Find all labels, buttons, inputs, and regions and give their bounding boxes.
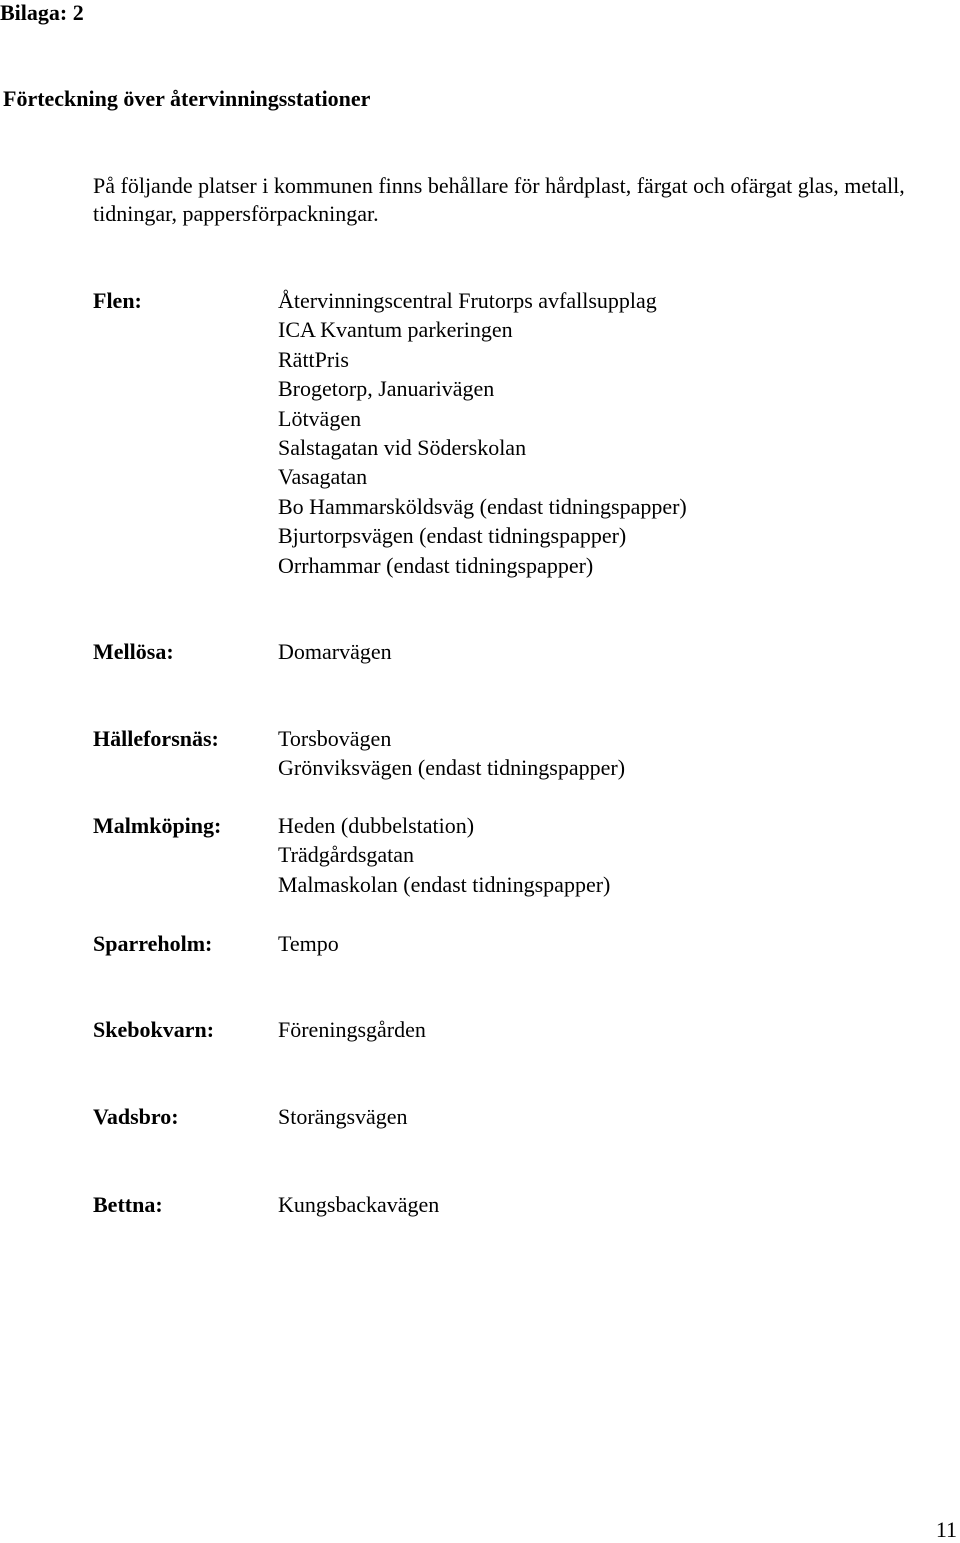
station-list bbox=[278, 929, 938, 958]
station-item: Storängsvägen bbox=[278, 1104, 408, 1129]
station-list bbox=[278, 1015, 938, 1044]
station-list bbox=[278, 811, 938, 899]
station-item: Orrhammar (endast tidningspapper) bbox=[278, 552, 594, 578]
station-list bbox=[278, 286, 938, 580]
station-item: Heden (dubbelstation) bbox=[278, 813, 475, 838]
document-title: Förteckning över återvinningsstationer bbox=[3, 86, 371, 111]
station-item: Lötvägen bbox=[278, 405, 362, 431]
station-item: Domarvägen bbox=[278, 639, 392, 664]
station-list bbox=[278, 1102, 938, 1131]
station-item: Kungsbackavägen bbox=[278, 1192, 440, 1217]
station-item: Bo Hammarsköldsväg (endast tidningspapper) bbox=[278, 493, 687, 519]
appendix-label: Bilaga: 2 bbox=[0, 0, 84, 25]
station-item: Återvinningscentral Frutorps avfallsupplag bbox=[278, 288, 657, 313]
station-item: Brogetorp, Januarivägen bbox=[278, 376, 495, 402]
location-name: Mellösa: bbox=[93, 639, 174, 664]
station-item: Torsbovägen bbox=[278, 726, 392, 751]
station-item: Grönviksvägen (endast tidningspapper) bbox=[278, 755, 626, 781]
location-name: Hälleforsnäs: bbox=[93, 726, 219, 751]
station-list bbox=[278, 637, 938, 666]
station-item: Föreningsgården bbox=[278, 1017, 426, 1042]
location-name: Bettna: bbox=[93, 1192, 163, 1217]
location-name: Sparreholm: bbox=[93, 931, 213, 956]
station-item: Bjurtorpsvägen (endast tidningspapper) bbox=[278, 523, 627, 549]
intro-paragraph: På följande platser i kommunen finns behållare för hårdplast, färgat och ofärgat glas, metall, tidningar, pappersförpackningar. bbox=[93, 173, 905, 226]
station-list bbox=[278, 724, 938, 783]
location-name: Skebokvarn: bbox=[93, 1017, 215, 1042]
station-item: Malmaskolan (endast tidningspapper) bbox=[278, 871, 611, 897]
station-item: ICA Kvantum parkeringen bbox=[278, 317, 513, 343]
location-name: Malmköping: bbox=[93, 813, 222, 838]
station-item: Vasagatan bbox=[278, 464, 368, 490]
location-name: Vadsbro: bbox=[93, 1104, 179, 1129]
location-name: Flen: bbox=[93, 288, 142, 313]
station-item: Tempo bbox=[278, 931, 339, 956]
station-item: Trädgårdsgatan bbox=[278, 842, 415, 868]
page-number: 11 bbox=[935, 1517, 957, 1542]
station-item: Salstagatan vid Söderskolan bbox=[278, 435, 527, 461]
station-item: RättPris bbox=[278, 346, 349, 372]
station-list bbox=[278, 1190, 938, 1219]
